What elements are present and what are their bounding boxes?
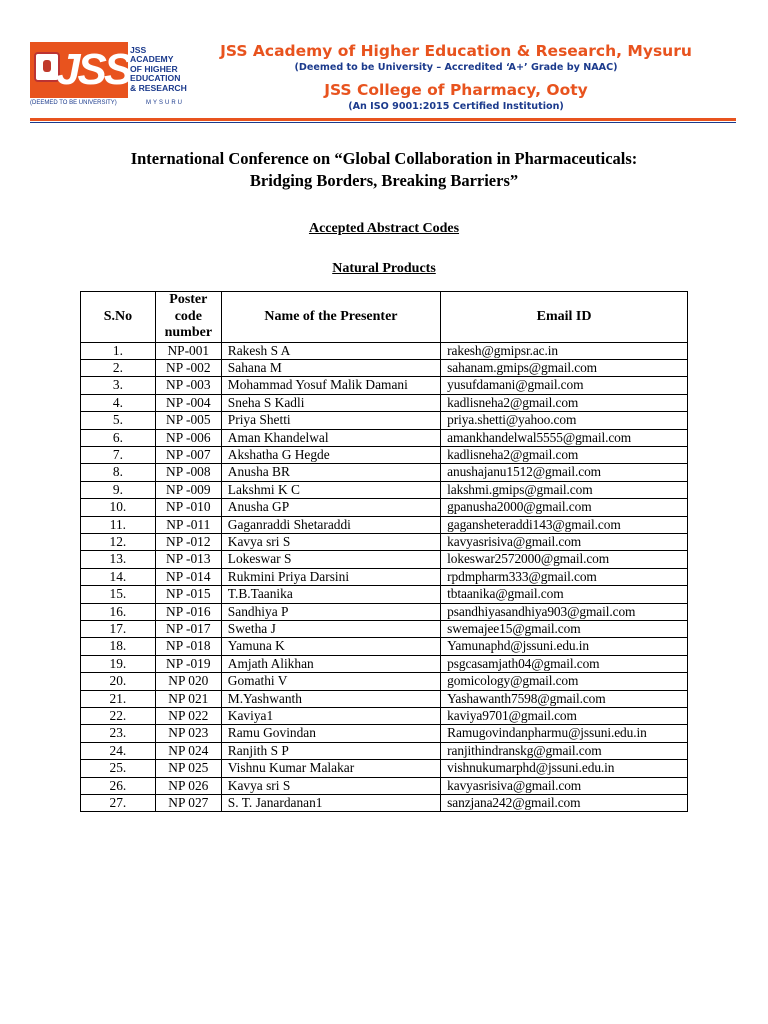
row-poster-code: NP 022 — [155, 708, 221, 725]
row-email: amankhandelwal5555@gmail.com — [441, 429, 688, 446]
row-presenter-name: Rukmini Priya Darsini — [221, 568, 440, 585]
table-row — [81, 795, 688, 812]
row-sno: 18. — [81, 638, 156, 655]
row-sno: 5. — [81, 412, 156, 429]
table-row — [81, 690, 688, 707]
table-row — [81, 394, 688, 411]
row-poster-code: NP -007 — [155, 446, 221, 463]
table-row — [81, 725, 688, 742]
row-presenter-name: Lokeswar S — [221, 551, 440, 568]
table-row — [81, 377, 688, 394]
row-sno: 22. — [81, 708, 156, 725]
row-email: psgcasamjath04@gmail.com — [441, 655, 688, 672]
row-presenter-name: Kaviya1 — [221, 708, 440, 725]
row-email: kavyasrisiva@gmail.com — [441, 533, 688, 550]
row-poster-code: NP -005 — [155, 412, 221, 429]
table-row — [81, 603, 688, 620]
row-poster-code: NP 024 — [155, 742, 221, 759]
row-poster-code: NP -010 — [155, 499, 221, 516]
logo-name-line: ACADEMY — [130, 54, 174, 65]
row-sno: 9. — [81, 481, 156, 498]
row-sno: 25. — [81, 760, 156, 777]
row-presenter-name: Anusha BR — [221, 464, 440, 481]
logo-letters: JSS — [56, 45, 131, 94]
row-poster-code: NP 025 — [155, 760, 221, 777]
table-header-row — [81, 292, 688, 343]
row-email: gagansheteraddi143@gmail.com — [441, 516, 688, 533]
logo-name-line: EDUCATION — [130, 73, 181, 84]
conference-title-line: International Conference on “Global Collaboration in Pharmaceuticals: — [130, 149, 638, 168]
table-row — [81, 551, 688, 568]
row-sno: 23. — [81, 725, 156, 742]
row-poster-code: NP -012 — [155, 533, 221, 550]
row-poster-code: NP 020 — [155, 673, 221, 690]
table-row — [81, 586, 688, 603]
table-row — [81, 429, 688, 446]
row-sno: 3. — [81, 377, 156, 394]
row-poster-code: NP -002 — [155, 359, 221, 376]
certification-note: (An ISO 9001:2015 Certified Institution) — [348, 101, 564, 112]
row-presenter-name: Anusha GP — [221, 499, 440, 516]
row-presenter-name: Priya Shetti — [221, 412, 440, 429]
row-presenter-name: Swetha J — [221, 621, 440, 638]
row-poster-code: NP 023 — [155, 725, 221, 742]
row-poster-code: NP 026 — [155, 777, 221, 794]
header-divider — [30, 118, 736, 121]
row-email: kadlisneha2@gmail.com — [441, 394, 688, 411]
college-name: JSS College of Pharmacy, Ooty — [324, 81, 588, 99]
row-email: sanzjana242@gmail.com — [441, 795, 688, 812]
row-poster-code: NP -019 — [155, 655, 221, 672]
table-row — [81, 412, 688, 429]
row-sno: 14. — [81, 568, 156, 585]
row-poster-code: NP 027 — [155, 795, 221, 812]
row-poster-code: NP-001 — [155, 342, 221, 359]
row-presenter-name: M.Yashwanth — [221, 690, 440, 707]
row-email: kavyasrisiva@gmail.com — [441, 777, 688, 794]
row-poster-code: NP -018 — [155, 638, 221, 655]
table-row — [81, 342, 688, 359]
header-poster-code — [155, 292, 221, 343]
table-row — [81, 638, 688, 655]
row-presenter-name: Amjath Alikhan — [221, 655, 440, 672]
row-email: anushajanu1512@gmail.com — [441, 464, 688, 481]
table-row — [81, 673, 688, 690]
category-title: Natural Products — [332, 261, 436, 276]
row-presenter-name: Mohammad Yosuf Malik Damani — [221, 377, 440, 394]
row-presenter-name: Ranjith S P — [221, 742, 440, 759]
row-sno: 4. — [81, 394, 156, 411]
header-code-line: code — [174, 308, 202, 324]
row-sno: 24. — [81, 742, 156, 759]
row-presenter-name: Sneha S Kadli — [221, 394, 440, 411]
row-email: rpdmpharm333@gmail.com — [441, 568, 688, 585]
row-presenter-name: Kavya sri S — [221, 777, 440, 794]
row-presenter-name: Aman Khandelwal — [221, 429, 440, 446]
row-sno: 26. — [81, 777, 156, 794]
table-row — [81, 464, 688, 481]
table-row — [81, 568, 688, 585]
row-presenter-name: Yamuna K — [221, 638, 440, 655]
row-poster-code: NP -011 — [155, 516, 221, 533]
row-presenter-name: Sandhiya P — [221, 603, 440, 620]
row-email: psandhiyasandhiya903@gmail.com — [441, 603, 688, 620]
row-email: sahanam.gmips@gmail.com — [441, 359, 688, 376]
row-poster-code: NP -013 — [155, 551, 221, 568]
row-presenter-name: Gaganraddi Shetaraddi — [221, 516, 440, 533]
row-presenter-name: Sahana M — [221, 359, 440, 376]
logo-name-line: OF HIGHER — [130, 63, 178, 74]
row-email: Yashawanth7598@gmail.com — [441, 690, 688, 707]
row-email: priya.shetti@yahoo.com — [441, 412, 688, 429]
header-code-line: number — [164, 325, 213, 340]
row-presenter-name: Vishnu Kumar Malakar — [221, 760, 440, 777]
row-sno: 11. — [81, 516, 156, 533]
header-divider-thin — [30, 122, 736, 123]
row-email: ranjithindranskg@gmail.com — [441, 742, 688, 759]
row-email: vishnukumarphd@jssuni.edu.in — [441, 760, 688, 777]
row-poster-code: NP -014 — [155, 568, 221, 585]
table-row — [81, 655, 688, 672]
row-sno: 13. — [81, 551, 156, 568]
table-row — [81, 446, 688, 463]
accreditation-note: (Deemed to be University – Accredited ‘A+’ Grade by NAAC) — [294, 62, 618, 73]
row-sno: 12. — [81, 533, 156, 550]
row-email: yusufdamani@gmail.com — [441, 377, 688, 394]
row-email: kaviya9701@gmail.com — [441, 708, 688, 725]
logo-name-line: & RESEARCH — [130, 82, 187, 93]
row-sno: 20. — [81, 673, 156, 690]
row-email: gomicology@gmail.com — [441, 673, 688, 690]
table-row — [81, 708, 688, 725]
jss-logo — [30, 42, 190, 110]
section-title: Accepted Abstract Codes — [308, 221, 460, 236]
header-sno: S.No — [81, 292, 156, 343]
row-poster-code: NP -017 — [155, 621, 221, 638]
row-sno: 2. — [81, 359, 156, 376]
row-presenter-name: Lakshmi K C — [221, 481, 440, 498]
logo-deemed-label: (DEEMED TO BE UNIVERSITY) — [30, 100, 117, 106]
conference-title — [80, 148, 688, 192]
table-row — [81, 359, 688, 376]
institution-name: JSS Academy of Higher Education & Research, Mysuru — [220, 42, 692, 60]
row-email: Yamunaphd@jssuni.edu.in — [441, 638, 688, 655]
conference-title-line: Bridging Borders, Breaking Barriers” — [249, 171, 519, 190]
row-sno: 21. — [81, 690, 156, 707]
header-presenter-name: Name of the Presenter — [221, 292, 440, 343]
row-sno: 17. — [81, 621, 156, 638]
logo-institution-name — [130, 46, 192, 93]
row-poster-code: NP -016 — [155, 603, 221, 620]
table-row — [81, 760, 688, 777]
row-email: Ramugovindanpharmu@jssuni.edu.in — [441, 725, 688, 742]
row-presenter-name: Akshatha G Hegde — [221, 446, 440, 463]
row-sno: 10. — [81, 499, 156, 516]
row-poster-code: NP -004 — [155, 394, 221, 411]
header-code-line: Poster — [169, 292, 208, 307]
row-poster-code: NP -006 — [155, 429, 221, 446]
row-sno: 7. — [81, 446, 156, 463]
logo-name-line: JSS — [130, 45, 147, 55]
row-email: swemajee15@gmail.com — [441, 621, 688, 638]
row-poster-code: NP -015 — [155, 586, 221, 603]
row-sno: 19. — [81, 655, 156, 672]
row-email: tbtaanika@gmail.com — [441, 586, 688, 603]
logo-city-label: MYSURU — [146, 100, 185, 106]
row-poster-code: NP 021 — [155, 690, 221, 707]
row-email: rakesh@gmipsr.ac.in — [441, 342, 688, 359]
row-presenter-name: Gomathi V — [221, 673, 440, 690]
row-sno: 15. — [81, 586, 156, 603]
table-row — [81, 499, 688, 516]
row-presenter-name: Rakesh S A — [221, 342, 440, 359]
abstract-codes-table — [80, 291, 688, 812]
row-email: kadlisneha2@gmail.com — [441, 446, 688, 463]
row-sno: 1. — [81, 342, 156, 359]
row-presenter-name: Kavya sri S — [221, 533, 440, 550]
row-sno: 8. — [81, 464, 156, 481]
table-row — [81, 621, 688, 638]
row-poster-code: NP -009 — [155, 481, 221, 498]
table-row — [81, 516, 688, 533]
table-row — [81, 742, 688, 759]
row-poster-code: NP -008 — [155, 464, 221, 481]
logo-badge — [30, 42, 131, 98]
letterhead-text — [196, 41, 716, 113]
row-email: lakshmi.gmips@gmail.com — [441, 481, 688, 498]
header-email: Email ID — [441, 292, 688, 343]
row-poster-code: NP -003 — [155, 377, 221, 394]
row-email: lokeswar2572000@gmail.com — [441, 551, 688, 568]
table-row — [81, 533, 688, 550]
row-sno: 6. — [81, 429, 156, 446]
table-row — [81, 481, 688, 498]
row-presenter-name: S. T. Janardanan1 — [221, 795, 440, 812]
row-email: gpanusha2000@gmail.com — [441, 499, 688, 516]
table-row — [81, 777, 688, 794]
row-presenter-name: Ramu Govindan — [221, 725, 440, 742]
row-presenter-name: T.B.Taanika — [221, 586, 440, 603]
row-sno: 27. — [81, 795, 156, 812]
row-sno: 16. — [81, 603, 156, 620]
letterhead — [0, 0, 768, 125]
